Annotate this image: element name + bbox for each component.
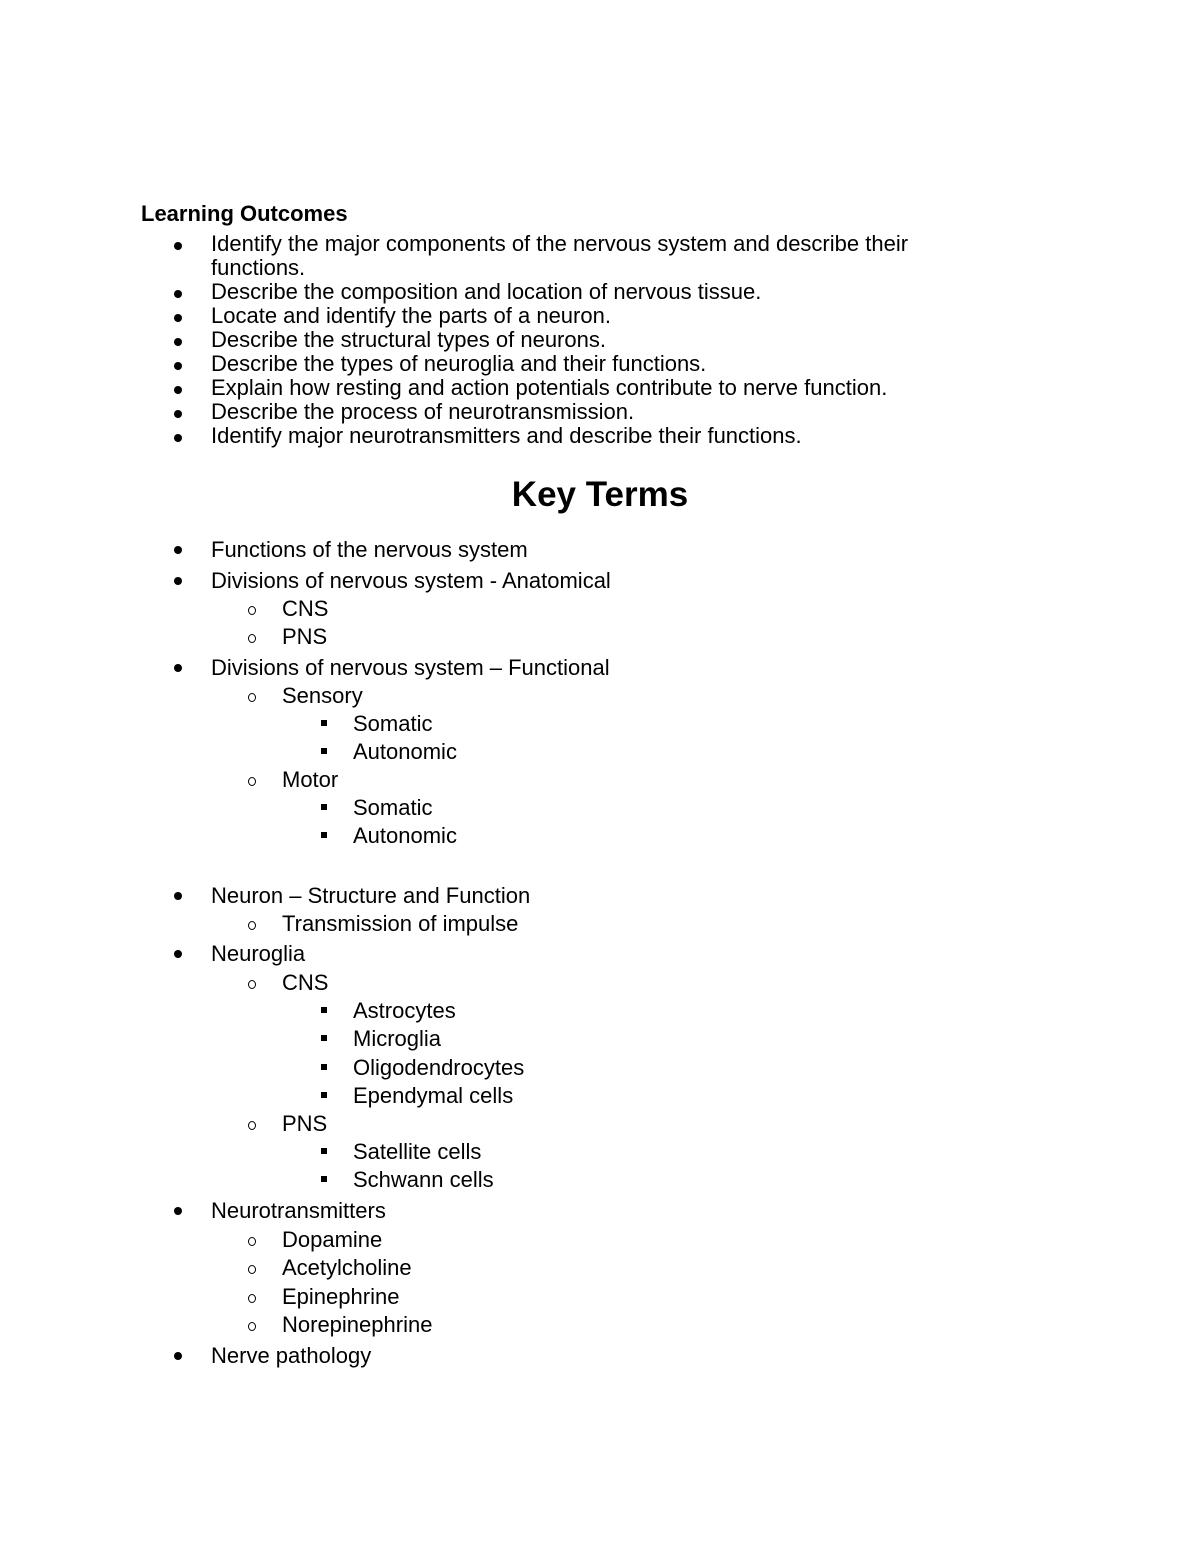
bullet-square-icon [321,1092,327,1098]
term-sensory-autonomic [353,738,457,766]
term-motor-autonomic [353,822,457,850]
outcome-text: Identify the major components of the nervous system and describe their functions. [211,231,909,280]
bullet-circle-icon [248,1265,256,1274]
term-text: Functions of the nervous system [211,537,528,562]
bullet-circle-icon [248,777,256,786]
term-neuroglia-cns [282,969,328,997]
bullet-disc-icon [174,892,182,900]
bullet-disc-icon [174,362,182,370]
list-item [0,376,971,400]
term-text: PNS [282,624,328,649]
term-text: CNS [282,970,329,995]
term-text: Sensory [282,683,363,708]
bullet-disc-icon [174,290,182,298]
bullet-circle-icon [248,921,256,930]
outcome-text: Describe the types of neuroglia and their functions. [211,351,707,376]
outcome-text: Describe the structural types of neurons. [211,327,606,352]
term-microglia [353,1025,441,1053]
term-functional [211,654,610,682]
term-neuron-impulse [282,910,518,938]
term-text: Acetylcholine [282,1255,412,1280]
bullet-square-icon [321,804,327,810]
bullet-square-icon [321,1148,327,1154]
list-item [0,424,971,448]
term-norepinephrine [282,1311,432,1339]
bullet-disc-icon [174,386,182,394]
outcome-text: Describe the process of neurotransmission. [211,399,635,424]
term-text: Ependymal cells [353,1083,514,1108]
bullet-circle-icon [248,1237,256,1246]
bullet-square-icon [321,720,327,726]
term-schwann [353,1166,494,1194]
term-text: Schwann cells [353,1167,494,1192]
term-text: Oligodendrocytes [353,1055,525,1080]
list-item [0,328,971,352]
term-oligodendrocytes [353,1054,524,1082]
term-text: Nerve pathology [211,1343,372,1368]
key-terms-title: Key Terms [511,475,689,514]
outcome-text: Locate and identify the parts of a neuron. [211,303,611,328]
term-text: Dopamine [282,1227,383,1252]
bullet-disc-icon [174,577,182,585]
term-text: Satellite cells [353,1139,482,1164]
term-functions [211,536,528,564]
term-neuroglia-pns [282,1110,327,1138]
term-neuroglia [211,940,305,968]
list-item [0,232,971,280]
outcome-text: Describe the composition and location of nervous tissue. [211,279,762,304]
bullet-circle-icon [248,606,256,615]
outcome-text: Explain how resting and action potentials contribute to nerve function. [211,375,888,400]
term-dopamine [282,1226,382,1254]
term-sensory [282,682,363,710]
term-neuron [211,882,530,910]
term-text: Divisions of nervous system – Functional [211,655,610,680]
term-text: Somatic [353,795,433,820]
term-text: Neuron – Structure and Function [211,883,531,908]
bullet-square-icon [321,1035,327,1041]
term-text: Norepinephrine [282,1312,433,1337]
bullet-disc-icon [174,434,182,442]
list-item [0,352,971,376]
bullet-disc-icon [174,410,182,418]
term-sensory-somatic [353,710,432,738]
term-text: Autonomic [353,739,457,764]
term-acetylcholine [282,1254,412,1282]
term-ependymal [353,1082,513,1110]
outcome-text: Identify major neurotransmitters and describe their functions. [211,423,802,448]
term-text: Motor [282,767,339,792]
term-text: Neuroglia [211,941,306,966]
bullet-circle-icon [248,980,256,989]
term-anatomical-cns [282,595,328,623]
bullet-circle-icon [248,1121,256,1130]
learning-outcomes-heading: Learning Outcomes [141,201,348,226]
term-astrocytes [353,997,456,1025]
bullet-disc-icon [174,664,182,672]
bullet-disc-icon [174,1352,182,1360]
term-text: Astrocytes [353,998,456,1023]
term-text: CNS [282,596,329,621]
term-anatomical-pns [282,623,327,651]
term-satellite [353,1138,481,1166]
bullet-circle-icon [248,1322,256,1331]
term-text: Epinephrine [282,1284,400,1309]
term-epinephrine [282,1283,399,1311]
term-text: Transmission of impulse [282,911,519,936]
bullet-circle-icon [248,1294,256,1303]
term-anatomical [211,567,611,595]
bullet-square-icon [321,832,327,838]
bullet-disc-icon [174,950,182,958]
bullet-circle-icon [248,634,256,643]
bullet-square-icon [321,1007,327,1013]
list-item [0,304,971,328]
term-motor-somatic [353,794,432,822]
term-text: Somatic [353,711,433,736]
term-text: Neurotransmitters [211,1198,386,1223]
bullet-disc-icon [174,338,182,346]
term-text: Microglia [353,1026,442,1051]
term-text: PNS [282,1111,328,1136]
bullet-square-icon [321,1064,327,1070]
learning-outcomes-list [0,232,1200,448]
term-text: Autonomic [353,823,457,848]
bullet-disc-icon [174,314,182,322]
bullet-disc-icon [174,242,182,250]
term-motor [282,766,338,794]
bullet-square-icon [321,1176,327,1182]
bullet-disc-icon [174,546,182,554]
bullet-square-icon [321,748,327,754]
bullet-disc-icon [174,1207,182,1215]
term-neurotransmitters [211,1197,386,1225]
list-item [0,280,971,304]
bullet-circle-icon [248,693,256,702]
term-text: Divisions of nervous system - Anatomical [211,568,611,593]
term-pathology [211,1342,371,1370]
list-item [0,400,971,424]
